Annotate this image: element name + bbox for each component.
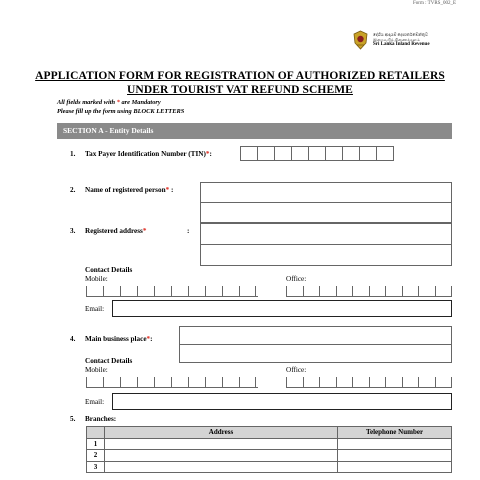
registered-person-field-1[interactable] bbox=[200, 182, 452, 203]
tin-cell[interactable] bbox=[291, 146, 309, 161]
office-label-1: Office: bbox=[286, 275, 307, 283]
branch-row-number: 2 bbox=[87, 450, 105, 462]
emblem-icon bbox=[352, 30, 369, 50]
tin-cell[interactable] bbox=[240, 146, 258, 161]
registered-address-label bbox=[85, 227, 146, 235]
tin-cell[interactable] bbox=[274, 146, 292, 161]
logo-english-text: Sri Lanka Inland Revenue bbox=[373, 42, 430, 47]
tin-cell[interactable] bbox=[308, 146, 326, 161]
tin-cell[interactable] bbox=[376, 146, 394, 161]
tin-input-cells[interactable] bbox=[240, 146, 393, 161]
business-place-label bbox=[85, 335, 153, 343]
q4-number: 4. bbox=[70, 335, 76, 343]
business-place-star: * bbox=[146, 335, 151, 343]
registered-address-colon: : bbox=[187, 227, 190, 235]
form-title-line-2: UNDER TOURIST VAT REFUND SCHEME bbox=[127, 84, 353, 96]
block-letters-note: Please fill up the form using BLOCK LETTERS bbox=[57, 108, 185, 115]
mandatory-star: * bbox=[116, 99, 120, 106]
tin-cell[interactable] bbox=[359, 146, 377, 161]
table-row bbox=[87, 450, 452, 462]
mobile-input-cells-1[interactable] bbox=[86, 286, 258, 297]
email-field-1[interactable] bbox=[112, 300, 452, 317]
mandatory-note-suffix: are Mandatory bbox=[121, 99, 161, 106]
mobile-input-cells-2[interactable] bbox=[86, 377, 258, 388]
branches-label: Branches: bbox=[85, 415, 117, 423]
mobile-label-1: Mobile: bbox=[85, 275, 108, 283]
registered-address-label-text: Registered address bbox=[85, 227, 143, 235]
branch-row-number: 3 bbox=[87, 461, 105, 473]
table-row bbox=[87, 438, 452, 450]
tin-cell[interactable] bbox=[257, 146, 275, 161]
business-place-field-1[interactable] bbox=[179, 326, 452, 345]
registered-person-label bbox=[85, 186, 173, 194]
mandatory-note-prefix: All fields marked with bbox=[57, 99, 116, 106]
email-label-2: Email: bbox=[85, 398, 105, 406]
tin-colon: : bbox=[209, 150, 212, 158]
branches-header-address: Address bbox=[105, 427, 338, 439]
office-input-cells-2[interactable] bbox=[286, 377, 452, 388]
section-a-header: SECTION A - Entity Details bbox=[57, 123, 452, 139]
business-place-label-text: Main business place bbox=[85, 335, 147, 343]
contact-details-heading-1: Contact Details bbox=[85, 266, 133, 274]
business-place-colon: : bbox=[150, 335, 153, 343]
branch-telephone-cell[interactable] bbox=[338, 450, 452, 462]
branch-address-cell[interactable] bbox=[105, 450, 338, 462]
branch-row-number: 1 bbox=[87, 438, 105, 450]
logo-sinhala-text: දේශීය ආදායම් දෙපාර්තමේන්තුව bbox=[373, 32, 429, 37]
q3-number: 3. bbox=[70, 227, 76, 235]
branch-address-cell[interactable] bbox=[105, 438, 338, 450]
q1-number: 1. bbox=[70, 150, 76, 158]
branches-header-row bbox=[87, 427, 452, 439]
tin-star: * bbox=[205, 150, 210, 158]
registered-address-field-1[interactable] bbox=[200, 223, 452, 245]
mandatory-note bbox=[57, 99, 161, 106]
q5-number: 5. bbox=[70, 415, 76, 423]
branch-telephone-cell[interactable] bbox=[338, 438, 452, 450]
branches-header-index bbox=[87, 427, 105, 439]
mobile-label-2: Mobile: bbox=[85, 366, 108, 374]
branch-telephone-cell[interactable] bbox=[338, 461, 452, 473]
tin-label bbox=[85, 150, 212, 158]
branches-header-telephone: Telephone Number bbox=[338, 427, 452, 439]
logo-tamil-text: இறைவரித் திணைக்களம் bbox=[373, 37, 420, 42]
tin-cell[interactable] bbox=[342, 146, 360, 161]
branches-table bbox=[86, 426, 452, 473]
office-label-2: Office: bbox=[286, 366, 307, 374]
office-input-cells-1[interactable] bbox=[286, 286, 452, 297]
table-row bbox=[87, 461, 452, 473]
email-label-1: Email: bbox=[85, 305, 105, 313]
branch-address-cell[interactable] bbox=[105, 461, 338, 473]
registered-person-label-text: Name of registered person bbox=[85, 186, 166, 194]
registered-address-star: * bbox=[142, 227, 147, 235]
tin-cell[interactable] bbox=[325, 146, 343, 161]
tin-label-text: Tax Payer Identification Number (TIN) bbox=[85, 150, 206, 158]
business-place-field-2[interactable] bbox=[179, 344, 452, 363]
registered-address-field-2[interactable] bbox=[200, 244, 452, 266]
contact-details-heading-2: Contact Details bbox=[85, 357, 133, 365]
form-title-line-1: APPLICATION FORM FOR REGISTRATION OF AUTHORIZED RETAILERS bbox=[35, 70, 445, 82]
registered-person-colon: : bbox=[169, 186, 174, 194]
registered-person-star: * bbox=[165, 186, 170, 194]
inland-revenue-logo bbox=[352, 30, 452, 56]
registered-person-field-2[interactable] bbox=[200, 202, 452, 223]
form-number: Form : TVRS_002_E bbox=[413, 1, 456, 6]
q2-number: 2. bbox=[70, 186, 76, 194]
email-field-2[interactable] bbox=[112, 393, 452, 410]
